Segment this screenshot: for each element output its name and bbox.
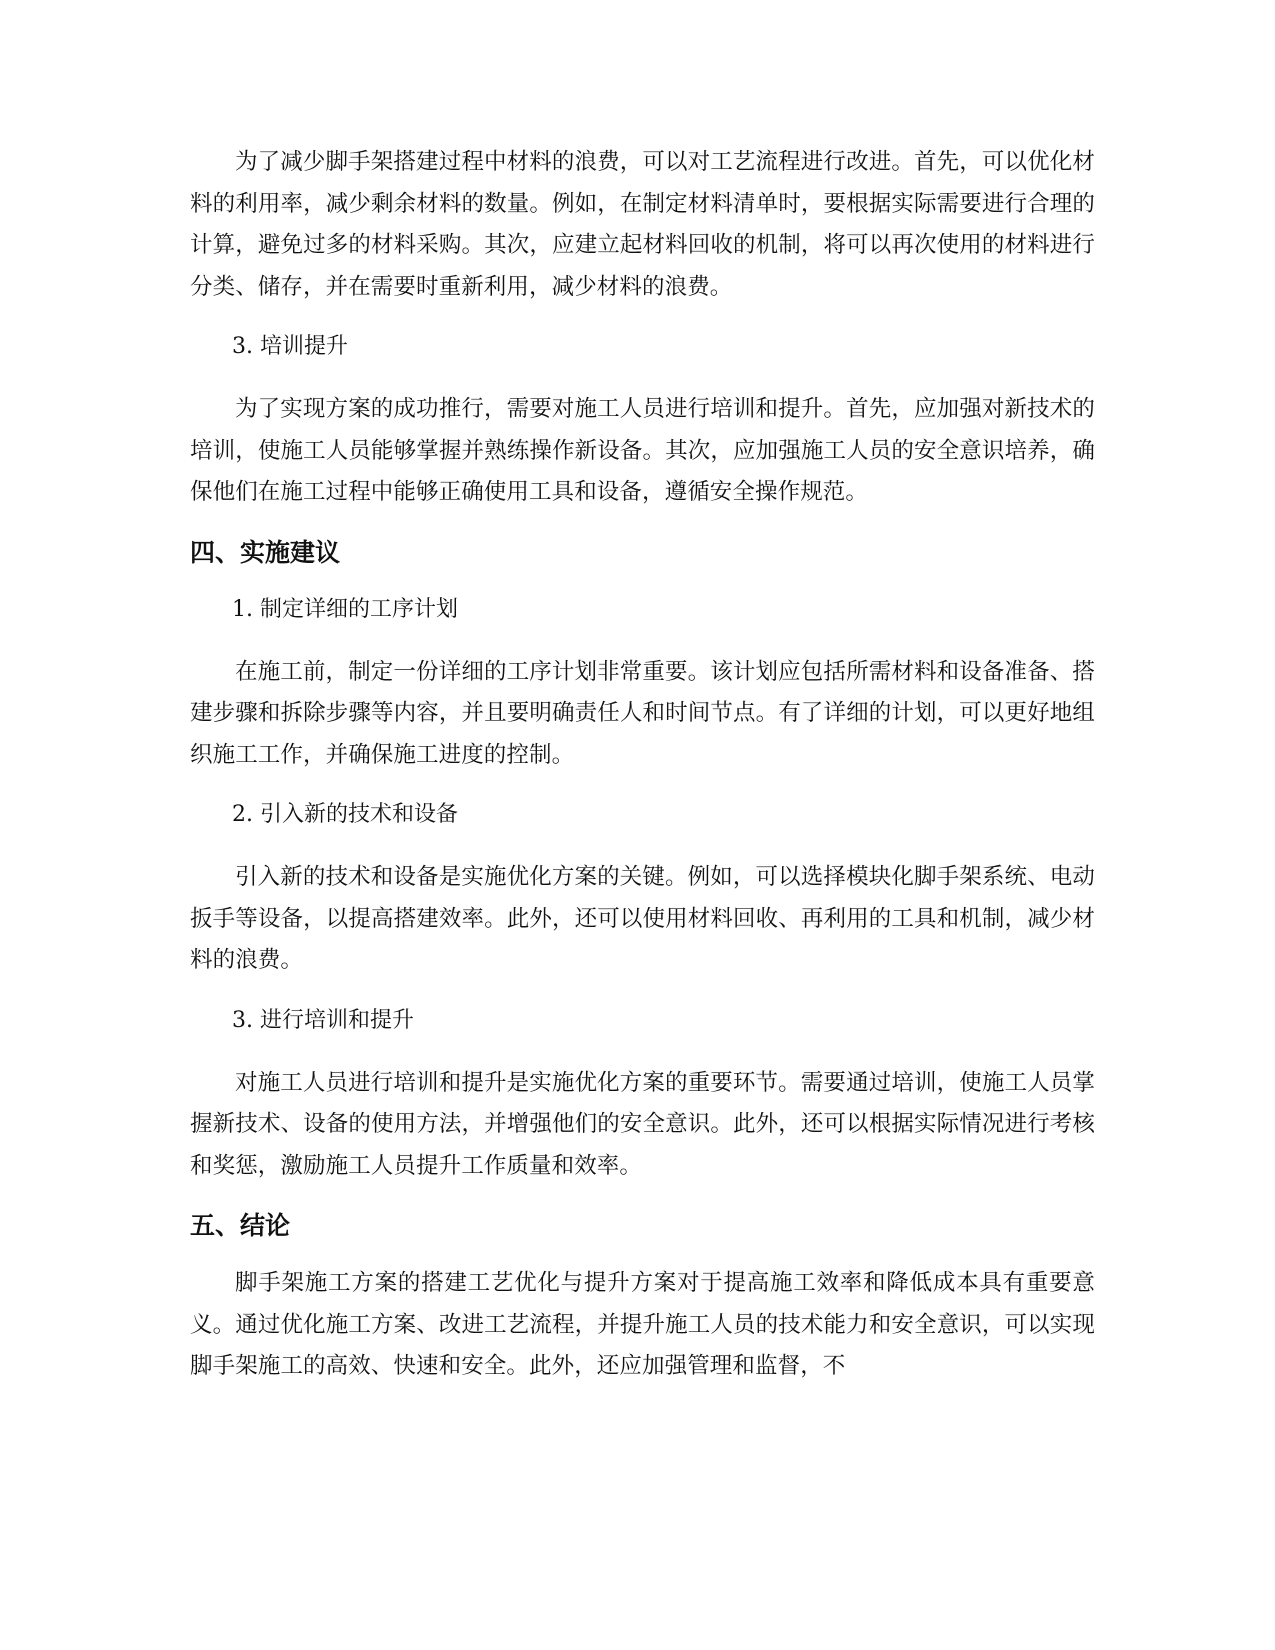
subheading-process-plan: 1. 制定详细的工序计划	[232, 596, 458, 622]
subheading-new-tech: 2. 引入新的技术和设备	[232, 802, 458, 827]
subheading-training-improvement: 3. 进行培训和提升	[232, 1007, 414, 1033]
paragraph-training: 为了实现方案的成功推行，需要对施工人员进行培训和提升。首先，应加强对新技术的培训，使施工人员能够掌握并熟练操作新设备。其次，应加强施工人员的安全意识培养，确保他们在施工过程中能够正确使用工具和设备，遵循安全操作规范。	[190, 396, 1095, 505]
paragraph-process-plan: 在施工前，制定一份详细的工序计划非常重要。该计划应包括所需材料和设备准备、搭建步骤和拆除步骤等内容，并且要明确责任人和时间节点。有了详细的计划，可以更好地组织施工工作，并确保施工进度的控制。	[190, 658, 1095, 768]
paragraph-material-waste: 为了减少脚手架搭建过程中材料的浪费，可以对工艺流程进行改进。首先，可以优化材料的利用率，减少剩余材料的数量。例如，在制定材料清单时，要根据实际需要进行合理的计算，避免过多的材料采购。其次，应建立起材料回收的机制，将可以再次使用的材料进行分类、储存，并在需要时重新利用，减少材料的浪费。	[190, 149, 1095, 300]
section-heading-conclusion: 五、结论	[190, 1211, 291, 1240]
section-heading-implementation: 四、实施建议	[190, 537, 341, 567]
paragraph-conclusion: 脚手架施工方案的搭建工艺优化与提升方案对于提高施工效率和降低成本具有重要意义。通过优化施工方案、改进工艺流程，并提升施工人员的技术能力和安全意识，可以实现脚手架施工的高效、快速和安全。此外，还应加强管理和监督，不	[190, 1270, 1095, 1379]
paragraph-new-tech: 引入新的技术和设备是实施优化方案的关键。例如，可以选择模块化脚手架系统、电动扳手等设备，以提高搭建效率。此外，还可以使用材料回收、再利用的工具和机制，减少材料的浪费。	[190, 864, 1095, 973]
paragraph-training-improvement: 对施工人员进行培训和提升是实施优化方案的重要环节。需要通过培训，使施工人员掌握新技术、设备的使用方法，并增强他们的安全意识。此外，还可以根据实际情况进行考核和奖惩，激励施工人员提升工作质量和效率。	[190, 1069, 1095, 1179]
document-page	[190, 142, 1095, 1407]
subheading-training: 3. 培训提升	[232, 334, 348, 359]
